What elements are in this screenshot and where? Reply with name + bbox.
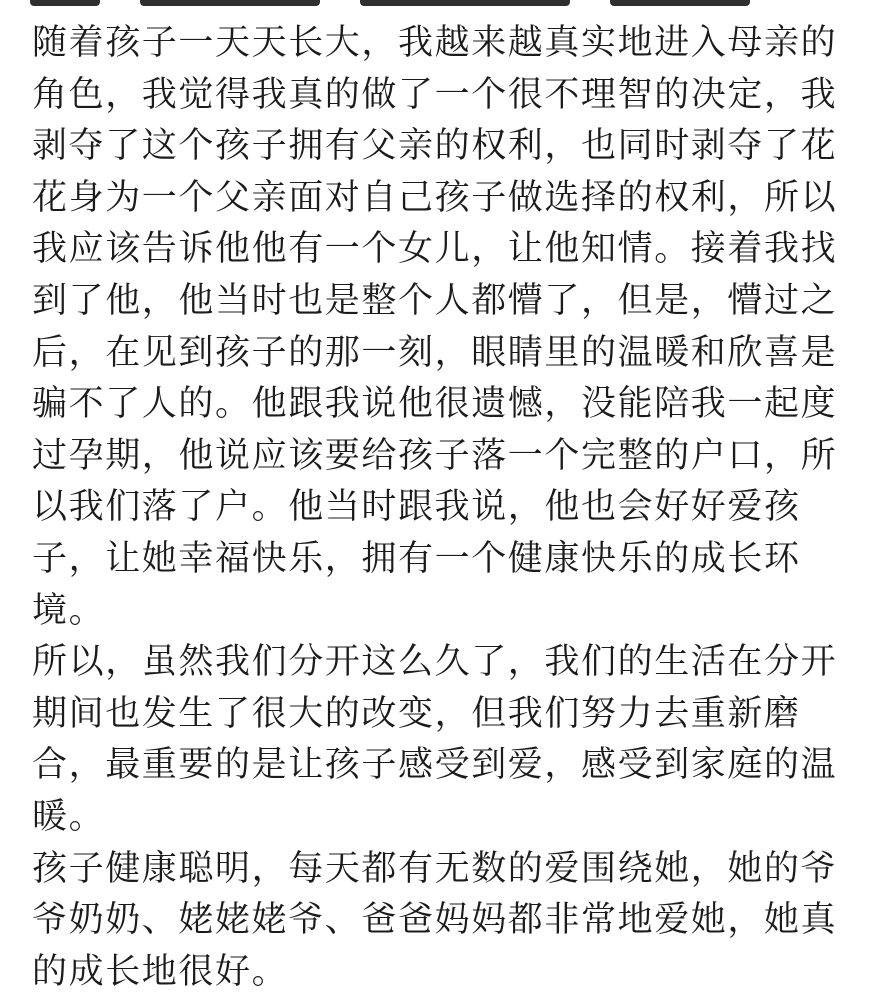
text-line: 暖。 (32, 796, 106, 837)
article-text (32, 18, 852, 998)
text-line: 骗不了人的。他跟我说他很遗憾，没能陪我一起度 (32, 384, 838, 425)
text-line: 角色，我觉得我真的做了一个很不理智的决定，我 (32, 74, 838, 115)
text-line: 到了他，他当时也是整个人都懵了，但是，懵过之 (32, 280, 838, 321)
text-line: 境。 (32, 590, 106, 631)
text-line: 我应该告诉他他有一个女儿，让他知情。接着我找 (32, 229, 838, 270)
text-line: 所以，虽然我们分开这么久了，我们的生活在分开 (32, 642, 838, 683)
text-line: 以我们落了户。他当时跟我说，他也会好好爱孩 (32, 487, 801, 528)
text-line: 的成长地很好。 (32, 951, 289, 992)
text-line: 期间也发生了很大的改变，但我们努力去重新磨 (32, 693, 801, 734)
text-line: 过孕期，他说应该要给孩子落一个完整的户口，所 (32, 435, 838, 476)
text-line: 合，最重要的是让孩子感受到爱，感受到家庭的温 (32, 745, 838, 786)
cropped-text-line-fragment (30, 0, 830, 6)
text-line: 爷奶奶、姥姥姥爷、爸爸妈妈都非常地爱她，她真 (32, 900, 838, 941)
text-line: 剥夺了这个孩子拥有父亲的权利，也同时剥夺了花 (32, 126, 838, 167)
text-line: 花身为一个父亲面对自己孩子做选择的权利，所以 (32, 177, 838, 218)
text-line: 随着孩子一天天长大，我越来越真实地进入母亲的 (32, 23, 838, 63)
text-line: 孩子健康聪明，每天都有无数的爱围绕她，她的爷 (32, 848, 838, 889)
text-line: 后，在见到孩子的那一刻，眼睛里的温暖和欣喜是 (32, 332, 838, 373)
text-line: 子，让她幸福快乐，拥有一个健康快乐的成长环 (32, 538, 801, 579)
